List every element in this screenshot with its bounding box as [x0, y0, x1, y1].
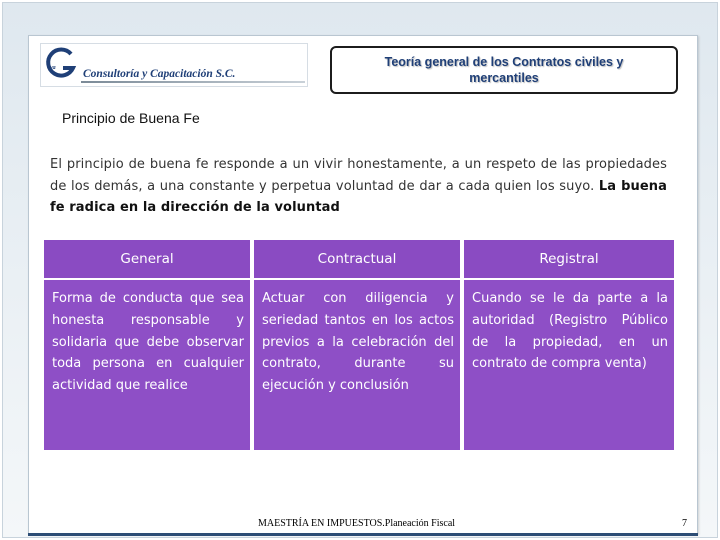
page-title: Teoría general de los Contratos civiles y mercantiles — [384, 55, 624, 85]
logo-g-mark-icon — [44, 46, 78, 80]
logo-rule — [81, 81, 305, 83]
table-column-general — [44, 240, 250, 450]
header-divider — [254, 278, 460, 280]
paragraph-text: El principio de buena fe responde a un vivir honestamente, a un respeto de las propiedades de los demás, a una constante y perpetua voluntad de dar a cada quien los suyo. — [50, 157, 667, 194]
section-subtitle: Principio de Buena Fe — [62, 110, 200, 126]
column-header: General — [44, 240, 250, 278]
header-divider — [44, 278, 250, 280]
slide-bottom-rule — [28, 533, 698, 536]
page-number: 7 — [682, 518, 687, 529]
logo-mark-sub: va — [50, 65, 56, 71]
column-header: Contractual — [254, 240, 460, 278]
column-body: Forma de conducta que sea honesta responsable y solidaria que debe observar toda persona en cualquier actividad que realice — [52, 291, 244, 394]
footer-course: MAESTRÍA EN IMPUESTOS.Planeación Fiscal — [258, 518, 456, 529]
company-logo — [40, 43, 308, 87]
header-divider — [464, 278, 674, 280]
title-box — [330, 46, 678, 94]
table-column-contractual — [254, 240, 460, 450]
paragraph-emphasis: La buena fe radica en la dirección de la voluntad — [50, 178, 667, 215]
column-header: Registral — [464, 240, 674, 278]
column-body: Cuando se le da parte a la autoridad (Registro Público de la propiedad, en un contrato de compra venta) — [472, 291, 668, 372]
logo-company-name: Consultoría y Capacitación S.C. — [83, 68, 236, 80]
table-column-registral — [464, 240, 674, 450]
column-body: Actuar con diligencia y seriedad tantos en los actos previos a la celebración del contrato, durante su ejecución y conclusión — [262, 291, 454, 394]
buena-fe-table — [44, 240, 674, 450]
intro-paragraph — [50, 154, 667, 219]
